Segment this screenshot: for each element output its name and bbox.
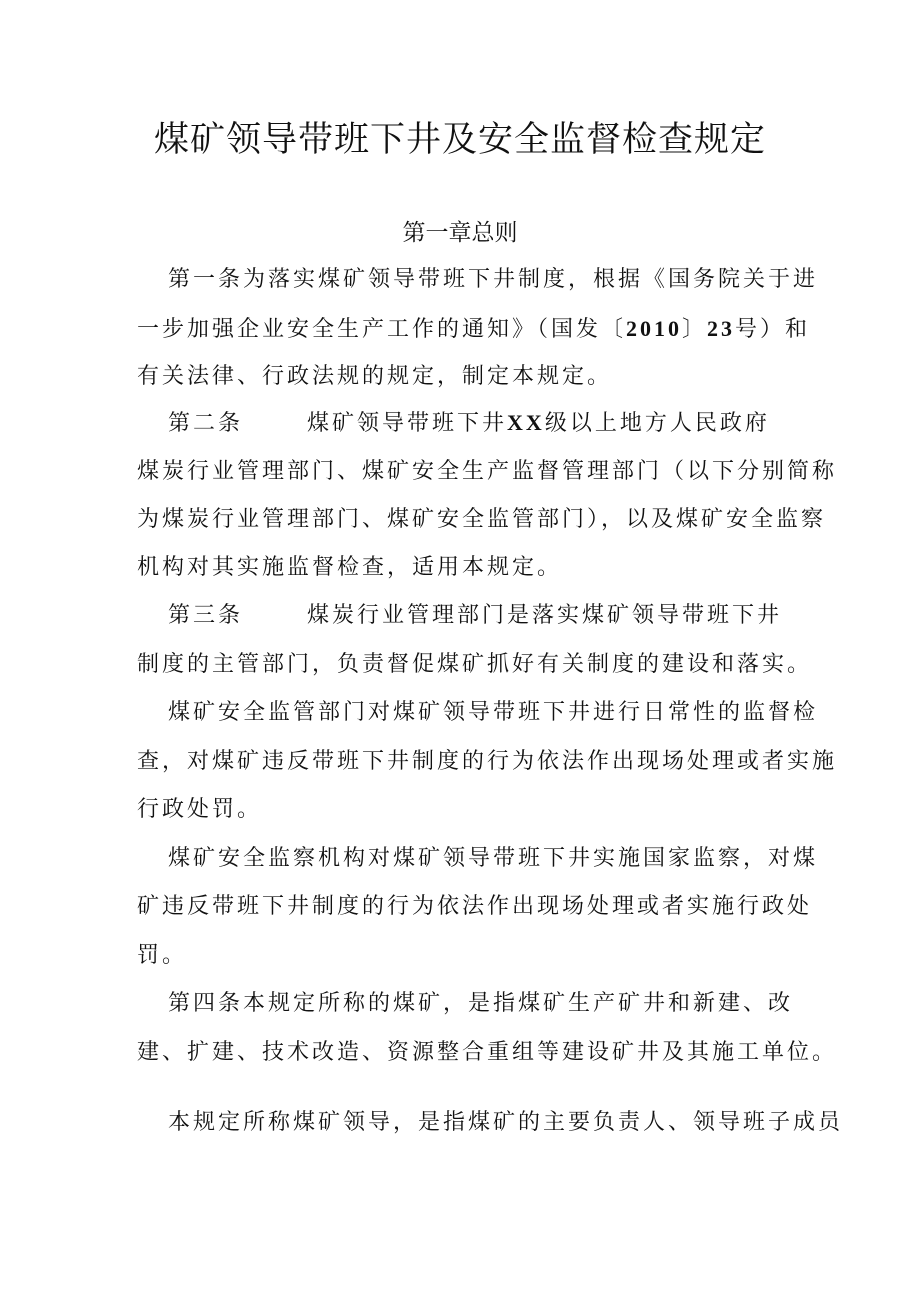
- text-run-bold: XX: [507, 410, 545, 435]
- paragraph-line: [168, 599, 782, 633]
- paragraph-line: [137, 312, 810, 347]
- text-run: 煤炭行业管理部门是落实煤矿领导带班下井: [307, 603, 783, 628]
- paragraph-line: [168, 406, 770, 441]
- paragraph-line: 第四条本规定所称的煤矿，是指煤矿生产矿井和新建、改: [168, 991, 794, 1016]
- text-run: 一步加强企业安全生产工作的通知》（国发〔: [137, 317, 627, 342]
- text-run: 〕: [682, 317, 708, 342]
- text-run: 煤矿领导带班下井: [307, 411, 508, 436]
- paragraph-line: 本规定所称煤矿领导，是指煤矿的主要负责人、领导班子成员: [168, 1110, 844, 1135]
- text-run: 号）和: [735, 317, 811, 342]
- paragraph-line: 查，对煤矿违反带班下井制度的行为依法作出现场处理或者实施: [137, 749, 838, 774]
- article-label: 第二条: [168, 411, 244, 436]
- paragraph-line: 第一条为落实煤矿领导带班下井制度，根据《国务院关于进: [168, 267, 819, 292]
- paragraph-line: 煤矿安全监管部门对煤矿领导带班下井进行日常性的监督检: [168, 700, 819, 725]
- document-title: 煤矿领导带班下井及安全监督检查规定: [153, 120, 766, 160]
- chapter-heading: 第一章总则: [402, 220, 518, 246]
- paragraph-line: 制度的主管部门，负责督促煤矿抓好有关制度的建设和落实。: [137, 652, 813, 677]
- text-run: 级以上地方人民政府: [544, 411, 770, 436]
- article-label: 第三条: [168, 603, 244, 628]
- paragraph-line: 为煤炭行业管理部门、煤矿安全监管部门），以及煤矿安全监察: [137, 507, 827, 532]
- text-run-bold: 23: [707, 316, 736, 341]
- paragraph-line: 建、扩建、技术改造、资源整合重组等建设矿井及其施工单位。: [137, 1040, 838, 1065]
- paragraph-line: 煤矿安全监察机构对煤矿领导带班下井实施国家监察，对煤: [168, 846, 819, 871]
- paragraph-line: 有关法律、行政法规的规定，制定本规定。: [137, 364, 613, 389]
- paragraph-line: 煤炭行业管理部门、煤矿安全生产监督管理部门（以下分别简称: [137, 459, 838, 484]
- paragraph-line: 机构对其实施监督检查，适用本规定。: [137, 555, 563, 580]
- paragraph-line: 矿违反带班下井制度的行为依法作出现场处理或者实施行政处: [137, 894, 813, 919]
- paragraph-line: 罚。: [137, 943, 188, 968]
- paragraph-line: 行政处罚。: [137, 797, 263, 822]
- text-run-bold: 2010: [626, 316, 683, 341]
